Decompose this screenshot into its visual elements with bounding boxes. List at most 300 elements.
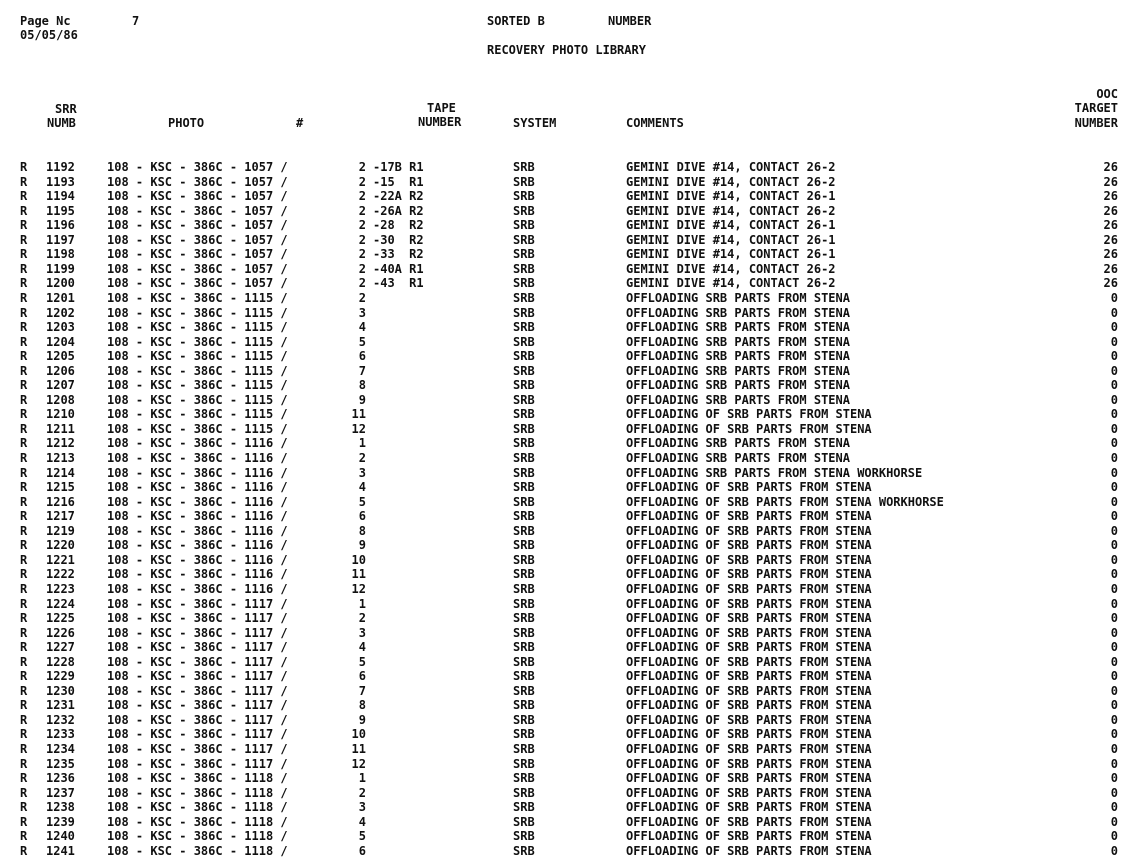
ooc-target-number: 0 — [1110, 421, 1118, 436]
table-row — [0, 276, 1132, 291]
photo-id: 108 - KSC - 386C - 1116 / — [107, 567, 288, 582]
system-name: SRB — [513, 465, 535, 480]
row-flag: R — [20, 392, 28, 407]
row-flag: R — [20, 494, 28, 509]
system-name: SRB — [513, 625, 535, 640]
photo-id: 108 - KSC - 386C - 1057 / — [107, 203, 288, 218]
system-name: SRB — [513, 683, 535, 698]
ooc-target-number: 0 — [1110, 654, 1118, 669]
ooc-target-number: 0 — [1110, 771, 1118, 786]
srr-number: 1222 — [46, 567, 75, 582]
photo-id: 108 - KSC - 386C - 1115 / — [107, 290, 288, 305]
comments-text: GEMINI DIVE #14, CONTACT 26-1 — [626, 247, 836, 262]
ooc-target-number: 0 — [1110, 683, 1118, 698]
system-name: SRB — [513, 276, 535, 291]
row-flag: R — [20, 756, 28, 771]
ooc-target-number: 0 — [1110, 509, 1118, 524]
row-flag: R — [20, 320, 28, 335]
photo-number: 6 — [358, 843, 366, 858]
comments-text: OFFLOADING OF SRB PARTS FROM STENA — [626, 480, 872, 495]
row-flag: R — [20, 829, 28, 844]
photo-number: 2 — [358, 160, 366, 174]
system-name: SRB — [513, 451, 535, 465]
srr-number: 1230 — [46, 683, 75, 698]
srr-number: 1240 — [46, 829, 75, 844]
photo-id: 108 - KSC - 386C - 1115 / — [107, 407, 288, 422]
ooc-target-number: 0 — [1110, 305, 1118, 320]
photo-number: 5 — [358, 494, 366, 509]
system-name: SRB — [513, 174, 535, 189]
system-name: SRB — [513, 611, 535, 626]
row-flag: R — [20, 436, 28, 451]
row-flag: R — [20, 407, 28, 422]
comments-text: OFFLOADING OF SRB PARTS FROM STENA — [626, 771, 872, 786]
ooc-target-number: 0 — [1110, 451, 1118, 465]
row-flag: R — [20, 465, 28, 480]
table-row — [0, 291, 1132, 306]
ooc-target-number: 26 — [1103, 261, 1118, 276]
row-flag: R — [20, 480, 28, 495]
photo-number: 5 — [358, 829, 366, 844]
photo-number: 8 — [358, 523, 366, 538]
comments-text: OFFLOADING OF SRB PARTS FROM STENA — [626, 669, 872, 684]
photo-number: 6 — [358, 509, 366, 524]
table-row — [0, 233, 1132, 248]
srr-number: 1227 — [46, 640, 75, 655]
system-name: SRB — [513, 160, 535, 174]
photo-number: 6 — [358, 669, 366, 684]
srr-number: 1234 — [46, 742, 75, 756]
photo-number: 5 — [358, 654, 366, 669]
srr-number: 1220 — [46, 538, 75, 553]
srr-number: 1197 — [46, 232, 75, 247]
system-name: SRB — [513, 712, 535, 727]
photo-id: 108 - KSC - 386C - 1057 / — [107, 218, 288, 233]
table-row — [0, 800, 1132, 815]
photo-number: 2 — [358, 785, 366, 800]
row-flag: R — [20, 567, 28, 582]
photo-number: 7 — [358, 363, 366, 378]
row-flag: R — [20, 625, 28, 640]
srr-number: 1231 — [46, 698, 75, 713]
srr-number: 1241 — [46, 843, 75, 858]
photo-id: 108 - KSC - 386C - 1116 / — [107, 581, 288, 596]
comments-text: OFFLOADING SRB PARTS FROM STENA WORKHORSE — [626, 465, 923, 480]
ooc-target-number: 0 — [1110, 349, 1118, 364]
row-flag: R — [20, 174, 28, 189]
photo-number: 3 — [358, 800, 366, 815]
row-flag: R — [20, 640, 28, 655]
srr-number: 1221 — [46, 552, 75, 567]
row-flag: R — [20, 189, 28, 204]
table-row — [0, 335, 1132, 350]
system-name: SRB — [513, 567, 535, 582]
ooc-target-number: 0 — [1110, 290, 1118, 305]
photo-number: 12 — [351, 581, 366, 596]
sorted-by: SORTED B — [487, 14, 545, 28]
table-row — [0, 786, 1132, 801]
tape-number: -26A R2 — [373, 203, 424, 218]
photo-number: 6 — [358, 349, 366, 364]
photo-id: 108 - KSC - 386C - 1117 / — [107, 712, 288, 727]
col-hash: # — [296, 116, 304, 130]
system-name: SRB — [513, 494, 535, 509]
photo-id: 108 - KSC - 386C - 1118 / — [107, 785, 288, 800]
col-comments: COMMENTS — [626, 116, 684, 130]
photo-id: 108 - KSC - 386C - 1057 / — [107, 232, 288, 247]
comments-text: GEMINI DIVE #14, CONTACT 26-1 — [626, 189, 836, 204]
srr-number: 1236 — [46, 771, 75, 786]
photo-number: 4 — [358, 814, 366, 829]
system-name: SRB — [513, 334, 535, 349]
comments-text: OFFLOADING OF SRB PARTS FROM STENA — [626, 538, 872, 553]
row-flag: R — [20, 305, 28, 320]
srr-number: 1200 — [46, 276, 75, 291]
ooc-target-number: 0 — [1110, 538, 1118, 553]
library-title: RECOVERY PHOTO LIBRARY — [487, 43, 646, 57]
col-photo: PHOTO — [168, 116, 205, 130]
table-row — [0, 757, 1132, 772]
ooc-target-number: 0 — [1110, 698, 1118, 713]
photo-id: 108 - KSC - 386C - 1115 / — [107, 320, 288, 335]
ooc-target-number: 0 — [1110, 480, 1118, 495]
tape-number: -28 R2 — [373, 218, 424, 233]
photo-id: 108 - KSC - 386C - 1117 / — [107, 727, 288, 742]
ooc-target-number: 0 — [1110, 712, 1118, 727]
photo-number: 2 — [358, 276, 366, 291]
photo-id: 108 - KSC - 386C - 1116 / — [107, 494, 288, 509]
photo-number: 12 — [351, 421, 366, 436]
row-flag: R — [20, 611, 28, 626]
comments-text: OFFLOADING OF SRB PARTS FROM STENA — [626, 523, 872, 538]
system-name: SRB — [513, 247, 535, 262]
comments-text: OFFLOADING OF SRB PARTS FROM STENA — [626, 712, 872, 727]
srr-number: 1196 — [46, 218, 75, 233]
system-name: SRB — [513, 785, 535, 800]
comments-text: OFFLOADING SRB PARTS FROM STENA — [626, 320, 850, 335]
table-row — [0, 480, 1132, 495]
col-system: SYSTEM — [513, 116, 557, 130]
ooc-target-number: 0 — [1110, 742, 1118, 756]
srr-number: 1212 — [46, 436, 75, 451]
comments-text: GEMINI DIVE #14, CONTACT 26-2 — [626, 160, 836, 174]
photo-id: 108 - KSC - 386C - 1116 / — [107, 465, 288, 480]
ooc-target-number: 26 — [1103, 276, 1118, 291]
srr-number: 1205 — [46, 349, 75, 364]
photo-number: 2 — [358, 290, 366, 305]
comments-text: OFFLOADING OF SRB PARTS FROM STENA — [626, 727, 872, 742]
row-flag: R — [20, 669, 28, 684]
col-ooc-line2: TARGET — [1074, 101, 1118, 115]
srr-number: 1235 — [46, 756, 75, 771]
photo-id: 108 - KSC - 386C - 1115 / — [107, 349, 288, 364]
system-name: SRB — [513, 814, 535, 829]
page-number: 7 — [132, 14, 140, 28]
photo-number: 3 — [358, 465, 366, 480]
system-name: SRB — [513, 421, 535, 436]
photo-id: 108 - KSC - 386C - 1117 / — [107, 654, 288, 669]
ooc-target-number: 0 — [1110, 581, 1118, 596]
row-flag: R — [20, 276, 28, 291]
srr-number: 1213 — [46, 451, 75, 465]
ooc-target-number: 0 — [1110, 669, 1118, 684]
system-name: SRB — [513, 436, 535, 451]
ooc-target-number: 0 — [1110, 814, 1118, 829]
row-flag: R — [20, 232, 28, 247]
photo-id: 108 - KSC - 386C - 1057 / — [107, 276, 288, 291]
ooc-target-number: 0 — [1110, 334, 1118, 349]
row-flag: R — [20, 523, 28, 538]
tape-number: -15 R1 — [373, 174, 424, 189]
photo-number: 5 — [358, 334, 366, 349]
ooc-target-number: 26 — [1103, 218, 1118, 233]
ooc-target-number: 26 — [1103, 247, 1118, 262]
ooc-target-number: 0 — [1110, 494, 1118, 509]
col-tape-line1: TAPE — [427, 101, 456, 115]
srr-number: 1203 — [46, 320, 75, 335]
table-row — [0, 378, 1132, 393]
row-flag: R — [20, 363, 28, 378]
photo-id: 108 - KSC - 386C - 1117 / — [107, 625, 288, 640]
table-row — [0, 247, 1132, 262]
row-flag: R — [20, 552, 28, 567]
ooc-target-number: 0 — [1110, 320, 1118, 335]
photo-id: 108 - KSC - 386C - 1116 / — [107, 451, 288, 465]
row-flag: R — [20, 203, 28, 218]
table-row — [0, 320, 1132, 335]
comments-text: OFFLOADING OF SRB PARTS FROM STENA — [626, 407, 872, 422]
tape-number: -40A R1 — [373, 261, 424, 276]
srr-number: 1208 — [46, 392, 75, 407]
srr-number: 1216 — [46, 494, 75, 509]
comments-text: OFFLOADING SRB PARTS FROM STENA — [626, 305, 850, 320]
srr-number: 1199 — [46, 261, 75, 276]
table-row — [0, 815, 1132, 830]
comments-text: OFFLOADING OF SRB PARTS FROM STENA — [626, 814, 872, 829]
comments-text: OFFLOADING OF SRB PARTS FROM STENA — [626, 698, 872, 713]
photo-number: 3 — [358, 305, 366, 320]
photo-id: 108 - KSC - 386C - 1057 / — [107, 160, 288, 174]
photo-id: 108 - KSC - 386C - 1115 / — [107, 363, 288, 378]
col-srr-line1: SRR — [55, 102, 77, 116]
photo-id: 108 - KSC - 386C - 1115 / — [107, 421, 288, 436]
srr-number: 1223 — [46, 581, 75, 596]
row-flag: R — [20, 581, 28, 596]
comments-text: OFFLOADING OF SRB PARTS FROM STENA — [626, 581, 872, 596]
srr-number: 1225 — [46, 611, 75, 626]
table-row — [0, 393, 1132, 408]
photo-id: 108 - KSC - 386C - 1116 / — [107, 538, 288, 553]
ooc-target-number: 0 — [1110, 625, 1118, 640]
comments-text: GEMINI DIVE #14, CONTACT 26-2 — [626, 174, 836, 189]
ooc-target-number: 26 — [1103, 189, 1118, 204]
ooc-target-number: 0 — [1110, 523, 1118, 538]
photo-id: 108 - KSC - 386C - 1116 / — [107, 480, 288, 495]
table-row — [0, 175, 1132, 190]
srr-number: 1195 — [46, 203, 75, 218]
photo-number: 2 — [358, 174, 366, 189]
photo-number: 10 — [351, 727, 366, 742]
ooc-target-number: 0 — [1110, 640, 1118, 655]
system-name: SRB — [513, 742, 535, 756]
row-flag: R — [20, 451, 28, 465]
comments-text: GEMINI DIVE #14, CONTACT 26-1 — [626, 218, 836, 233]
ooc-target-number: 0 — [1110, 363, 1118, 378]
photo-id: 108 - KSC - 386C - 1117 / — [107, 698, 288, 713]
row-flag: R — [20, 218, 28, 233]
photo-id: 108 - KSC - 386C - 1115 / — [107, 378, 288, 393]
srr-number: 1238 — [46, 800, 75, 815]
tape-number: -30 R2 — [373, 232, 424, 247]
srr-number: 1217 — [46, 509, 75, 524]
system-name: SRB — [513, 596, 535, 611]
table-row — [0, 829, 1132, 844]
system-name: SRB — [513, 640, 535, 655]
photo-number: 12 — [351, 756, 366, 771]
row-flag: R — [20, 800, 28, 815]
table-row — [0, 655, 1132, 670]
col-ooc-line3: NUMBER — [1074, 116, 1118, 130]
table-row — [0, 742, 1132, 757]
photo-id: 108 - KSC - 386C - 1057 / — [107, 247, 288, 262]
tape-number: -33 R2 — [373, 247, 424, 262]
comments-text: OFFLOADING OF SRB PARTS FROM STENA — [626, 509, 872, 524]
row-flag: R — [20, 785, 28, 800]
comments-text: OFFLOADING OF SRB PARTS FROM STENA — [626, 640, 872, 655]
comments-text: OFFLOADING SRB PARTS FROM STENA — [626, 290, 850, 305]
row-flag: R — [20, 596, 28, 611]
comments-text: OFFLOADING OF SRB PARTS FROM STENA — [626, 742, 872, 756]
photo-number: 1 — [358, 771, 366, 786]
srr-number: 1198 — [46, 247, 75, 262]
system-name: SRB — [513, 480, 535, 495]
row-flag: R — [20, 683, 28, 698]
ooc-target-number: 0 — [1110, 436, 1118, 451]
system-name: SRB — [513, 552, 535, 567]
table-row — [0, 553, 1132, 568]
comments-text: OFFLOADING OF SRB PARTS FROM STENA — [626, 785, 872, 800]
srr-number: 1204 — [46, 334, 75, 349]
srr-number: 1237 — [46, 785, 75, 800]
comments-text: OFFLOADING SRB PARTS FROM STENA — [626, 349, 850, 364]
ooc-target-number: 0 — [1110, 378, 1118, 393]
photo-number: 8 — [358, 378, 366, 393]
system-name: SRB — [513, 698, 535, 713]
ooc-target-number: 0 — [1110, 552, 1118, 567]
photo-number: 2 — [358, 247, 366, 262]
photo-number: 2 — [358, 189, 366, 204]
system-name: SRB — [513, 523, 535, 538]
row-flag: R — [20, 727, 28, 742]
table-row — [0, 349, 1132, 364]
system-name: SRB — [513, 829, 535, 844]
ooc-target-number: 0 — [1110, 727, 1118, 742]
photo-id: 108 - KSC - 386C - 1118 / — [107, 829, 288, 844]
photo-number: 2 — [358, 451, 366, 465]
row-flag: R — [20, 742, 28, 756]
system-name: SRB — [513, 290, 535, 305]
ooc-target-number: 0 — [1110, 596, 1118, 611]
system-name: SRB — [513, 800, 535, 815]
srr-number: 1192 — [46, 160, 75, 174]
system-name: SRB — [513, 843, 535, 858]
system-name: SRB — [513, 349, 535, 364]
system-name: SRB — [513, 232, 535, 247]
photo-number: 2 — [358, 232, 366, 247]
photo-id: 108 - KSC - 386C - 1116 / — [107, 552, 288, 567]
photo-id: 108 - KSC - 386C - 1117 / — [107, 640, 288, 655]
row-flag: R — [20, 290, 28, 305]
table-row — [0, 567, 1132, 582]
table-row — [0, 509, 1132, 524]
system-name: SRB — [513, 261, 535, 276]
system-name: SRB — [513, 363, 535, 378]
comments-text: OFFLOADING OF SRB PARTS FROM STENA — [626, 829, 872, 844]
photo-id: 108 - KSC - 386C - 1117 / — [107, 669, 288, 684]
ooc-target-number: 26 — [1103, 203, 1118, 218]
tape-number: -17B R1 — [373, 160, 424, 174]
ooc-target-number: 0 — [1110, 567, 1118, 582]
comments-text: OFFLOADING SRB PARTS FROM STENA — [626, 334, 850, 349]
srr-number: 1207 — [46, 378, 75, 393]
table-row — [0, 204, 1132, 219]
srr-number: 1232 — [46, 712, 75, 727]
comments-text: GEMINI DIVE #14, CONTACT 26-1 — [626, 232, 836, 247]
system-name: SRB — [513, 407, 535, 422]
photo-number: 8 — [358, 698, 366, 713]
system-name: SRB — [513, 771, 535, 786]
comments-text: OFFLOADING OF SRB PARTS FROM STENA — [626, 567, 872, 582]
table-row — [0, 640, 1132, 655]
tape-number: -22A R2 — [373, 189, 424, 204]
table-row — [0, 684, 1132, 699]
table-row — [0, 538, 1132, 553]
col-srr-line2: NUMB — [47, 116, 76, 130]
photo-number: 11 — [351, 407, 366, 422]
table-row — [0, 626, 1132, 641]
system-name: SRB — [513, 320, 535, 335]
table-row — [0, 189, 1132, 204]
row-flag: R — [20, 334, 28, 349]
srr-number: 1219 — [46, 523, 75, 538]
photo-number: 2 — [358, 261, 366, 276]
comments-text: OFFLOADING OF SRB PARTS FROM STENA — [626, 596, 872, 611]
photo-id: 108 - KSC - 386C - 1115 / — [107, 305, 288, 320]
srr-number: 1233 — [46, 727, 75, 742]
table-row — [0, 422, 1132, 437]
srr-number: 1215 — [46, 480, 75, 495]
photo-id: 108 - KSC - 386C - 1115 / — [107, 392, 288, 407]
photo-number: 9 — [358, 538, 366, 553]
table-row — [0, 451, 1132, 466]
table-row — [0, 436, 1132, 451]
system-name: SRB — [513, 509, 535, 524]
photo-id: 108 - KSC - 386C - 1057 / — [107, 261, 288, 276]
row-flag: R — [20, 843, 28, 858]
system-name: SRB — [513, 654, 535, 669]
ooc-target-number: 0 — [1110, 843, 1118, 858]
photo-number: 3 — [358, 625, 366, 640]
table-row — [0, 713, 1132, 728]
comments-text: OFFLOADING OF SRB PARTS FROM STENA — [626, 625, 872, 640]
photo-id: 108 - KSC - 386C - 1117 / — [107, 756, 288, 771]
photo-number: 1 — [358, 596, 366, 611]
photo-id: 108 - KSC - 386C - 1118 / — [107, 843, 288, 858]
ooc-target-number: 0 — [1110, 756, 1118, 771]
photo-id: 108 - KSC - 386C - 1118 / — [107, 814, 288, 829]
system-name: SRB — [513, 756, 535, 771]
system-name: SRB — [513, 189, 535, 204]
